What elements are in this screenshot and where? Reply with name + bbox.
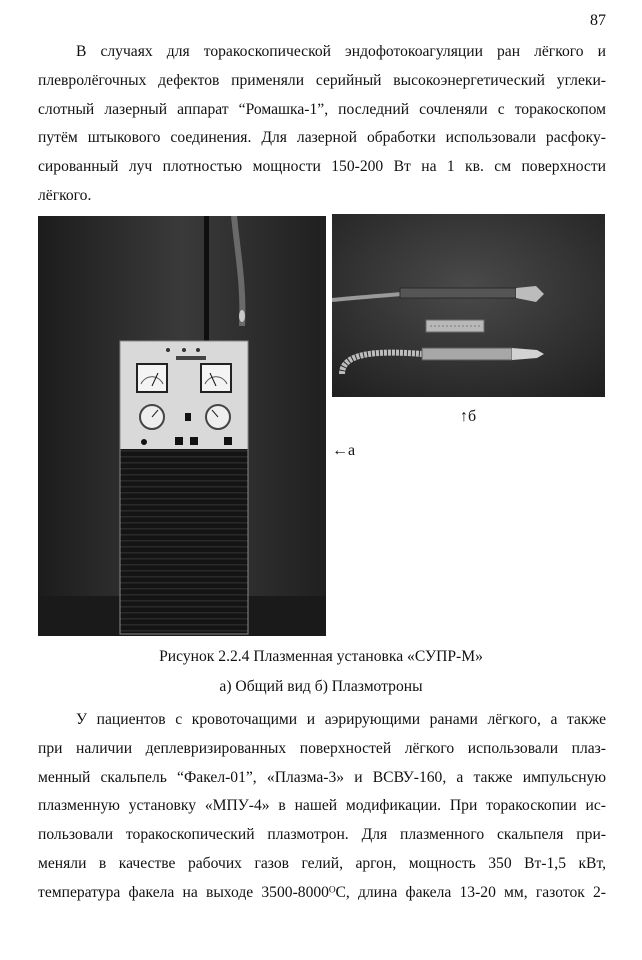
- figure-caption-subtitle: а) Общий вид б) Плазмотроны: [219, 678, 423, 695]
- text-line: слотный лазерный аппарат “Ромашка-1”, последний сочленяли с торакоскопом: [38, 100, 606, 118]
- text-line: путём штыкового соединения. Для лазерной обработки использовали расфоку-: [38, 129, 606, 147]
- paragraph-plasma: [38, 706, 606, 908]
- text-line: плазменную установку «МПУ-4» в нашей модификации. При торакоскопии ис-: [38, 797, 606, 815]
- photo-plasmatrons: [332, 214, 605, 397]
- text-line: сированный луч плотностью мощности 150-200 Вт на 1 кв. см поверхности: [38, 158, 606, 176]
- label-b: ↑б: [460, 408, 477, 425]
- photo-plasma-unit: [38, 216, 326, 636]
- figure-caption-title: Рисунок 2.2.4 Плазменная установка «СУПР-М»: [159, 648, 483, 665]
- text-line: В случаях для торакоскопической эндофотокоагуляции ран лёгкого и: [76, 43, 606, 60]
- paragraph-laser: [38, 38, 606, 211]
- text-line: У пациентов с кровоточащими и аэрирующими ранами лёгкого, а также: [76, 711, 606, 728]
- label-a: ←а: [332, 442, 356, 459]
- text-line: пользовали торакоскопический плазмотрон. Для плазменного скальпеля при-: [38, 826, 606, 844]
- text-line: плевролёгочных дефектов применяли серийный высокоэнергетический углеки-: [38, 71, 606, 89]
- text-line: при наличии деплевризированных поверхностей лёгкого использовали плаз-: [38, 739, 606, 757]
- text-line: температура факела на выходе 3500-8000ᴼС, длина факела 13-20 мм, газоток 2-: [38, 883, 606, 901]
- page-number: 87: [590, 12, 606, 29]
- text-line: меняли в качестве рабочих газов гелий, аргон, мощность 350 Вт-1,5 кВт,: [38, 854, 606, 872]
- text-line: менный скальпель “Факел-01”, «Плазма-3» и ВСВУ-160, а также импульсную: [38, 768, 606, 786]
- text-line: лёгкого.: [38, 186, 92, 204]
